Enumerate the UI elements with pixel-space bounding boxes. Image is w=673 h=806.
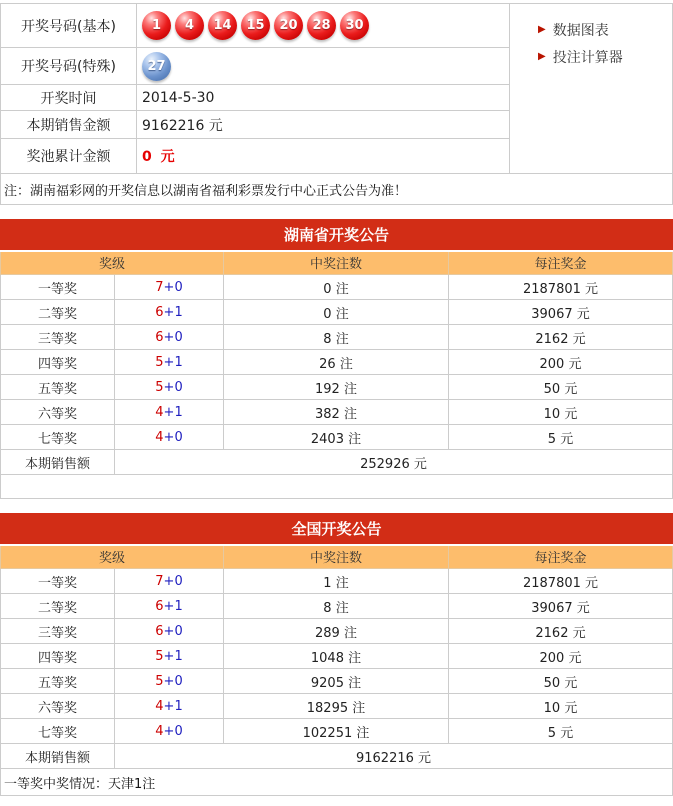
prize-row [1, 275, 673, 300]
link-label: 投注计算器 [552, 49, 623, 66]
prize-amount-cell: 2162 元 [449, 325, 673, 350]
hunan-prize-table [0, 219, 673, 499]
count-cell: 8 注 [224, 325, 449, 350]
count-cell: 9205 注 [224, 669, 449, 694]
prize-row [1, 669, 673, 694]
table-title: 湖南省开奖公告 [1, 220, 673, 251]
prize-row [1, 325, 673, 350]
combo-cell: 6+1 [115, 594, 224, 619]
sales-total-row [1, 744, 673, 769]
prize-row [1, 400, 673, 425]
prize-amount-cell: 200 元 [449, 350, 673, 375]
prize-level-cell: 五等奖 [1, 375, 115, 400]
combo-cell: 5+1 [115, 350, 224, 375]
prize-row [1, 350, 673, 375]
lottery-ball-red: 28 [307, 11, 336, 40]
prize-amount-cell: 10 元 [449, 400, 673, 425]
prize-row [1, 719, 673, 744]
prize-level-cell: 四等奖 [1, 350, 115, 375]
link-data-charts[interactable] [538, 16, 672, 43]
prize-amount-cell: 39067 元 [449, 300, 673, 325]
column-header-count: 中奖注数 [224, 545, 449, 569]
triangle-arrow-icon: ▶ [538, 50, 546, 62]
column-header-prize: 每注奖金 [449, 545, 673, 569]
lottery-ball-red: 20 [274, 11, 303, 40]
lottery-ball-blue: 27 [142, 52, 171, 81]
link-bet-calculator[interactable] [538, 43, 672, 70]
column-header-count: 中奖注数 [224, 251, 449, 275]
prize-amount-cell: 50 元 [449, 375, 673, 400]
draw-time-label: 开奖时间 [1, 85, 137, 110]
combo-cell: 4+0 [115, 425, 224, 450]
table-title-row [1, 220, 673, 251]
combo-cell: 6+0 [115, 325, 224, 350]
count-cell: 192 注 [224, 375, 449, 400]
special-number-row [1, 48, 509, 85]
table-title: 全国开奖公告 [1, 514, 673, 545]
count-cell: 2403 注 [224, 425, 449, 450]
prize-amount-cell: 10 元 [449, 694, 673, 719]
column-header-row [1, 251, 673, 275]
count-cell: 0 注 [224, 275, 449, 300]
prize-level-cell: 二等奖 [1, 300, 115, 325]
special-numbers [142, 52, 171, 81]
combo-cell: 4+1 [115, 400, 224, 425]
first-prize-region-row [1, 769, 673, 796]
prize-level-cell: 七等奖 [1, 425, 115, 450]
prize-amount-cell: 39067 元 [449, 594, 673, 619]
count-cell: 102251 注 [224, 719, 449, 744]
combo-cell: 7+0 [115, 275, 224, 300]
prize-row [1, 594, 673, 619]
prize-row [1, 619, 673, 644]
prize-row [1, 425, 673, 450]
column-header-row [1, 545, 673, 569]
lottery-ball-red: 30 [340, 11, 369, 40]
sales-total-label: 本期销售额 [1, 744, 115, 769]
link-label: 数据图表 [552, 22, 609, 39]
combo-cell: 5+1 [115, 644, 224, 669]
prize-row [1, 694, 673, 719]
prize-level-cell: 七等奖 [1, 719, 115, 744]
prize-level-cell: 一等奖 [1, 275, 115, 300]
prize-level-cell: 六等奖 [1, 400, 115, 425]
prize-amount-cell: 50 元 [449, 669, 673, 694]
prize-row [1, 375, 673, 400]
lottery-ball-red: 4 [175, 11, 204, 40]
first-prize-region-note: 一等奖中奖情况：天津1注 [1, 769, 673, 796]
draw-time-value: 2014-5-30 [142, 89, 215, 106]
count-cell: 18295 注 [224, 694, 449, 719]
prize-level-cell: 一等奖 [1, 569, 115, 594]
combo-cell: 4+0 [115, 719, 224, 744]
prize-amount-cell: 2162 元 [449, 619, 673, 644]
sales-total-value: 252926 元 [115, 450, 673, 475]
combo-cell: 6+0 [115, 619, 224, 644]
count-cell: 289 注 [224, 619, 449, 644]
count-cell: 8 注 [224, 594, 449, 619]
triangle-arrow-icon: ▶ [538, 23, 546, 35]
count-cell: 26 注 [224, 350, 449, 375]
draw-info-table [1, 4, 510, 173]
prize-level-cell: 五等奖 [1, 669, 115, 694]
sales-amount-label: 本期销售金额 [1, 111, 137, 138]
prize-level-cell: 三等奖 [1, 619, 115, 644]
sales-amount-value: 9162216 元 [142, 117, 223, 134]
empty-row [1, 475, 673, 499]
prize-amount-cell: 5 元 [449, 425, 673, 450]
basic-numbers-label: 开奖号码(基本) [1, 4, 137, 47]
quick-links-panel [510, 4, 672, 173]
national-prize-table [0, 513, 673, 796]
count-cell: 1 注 [224, 569, 449, 594]
basic-numbers [142, 11, 369, 40]
combo-cell: 5+0 [115, 669, 224, 694]
combo-cell: 6+1 [115, 300, 224, 325]
column-header-level: 奖级 [1, 545, 224, 569]
prize-amount-cell: 200 元 [449, 644, 673, 669]
prize-amount-cell: 2187801 元 [449, 569, 673, 594]
prize-level-cell: 三等奖 [1, 325, 115, 350]
prize-row [1, 569, 673, 594]
prize-row [1, 644, 673, 669]
lottery-ball-red: 14 [208, 11, 237, 40]
draw-info-panel [0, 3, 673, 205]
count-cell: 1048 注 [224, 644, 449, 669]
count-cell: 382 注 [224, 400, 449, 425]
special-number-label: 开奖号码(特殊) [1, 48, 137, 84]
lottery-ball-red: 15 [241, 11, 270, 40]
prize-pool-value: 0 元 [142, 149, 177, 165]
count-cell: 0 注 [224, 300, 449, 325]
combo-cell: 4+1 [115, 694, 224, 719]
sales-total-label: 本期销售额 [1, 450, 115, 475]
sales-amount-row [1, 111, 509, 139]
lottery-ball-red: 1 [142, 11, 171, 40]
combo-cell: 7+0 [115, 569, 224, 594]
sales-total-value: 9162216 元 [115, 744, 673, 769]
prize-amount-cell: 5 元 [449, 719, 673, 744]
prize-amount-cell: 2187801 元 [449, 275, 673, 300]
column-header-level: 奖级 [1, 251, 224, 275]
combo-cell: 5+0 [115, 375, 224, 400]
table-title-row [1, 514, 673, 545]
draw-time-row [1, 85, 509, 111]
basic-numbers-row [1, 4, 509, 48]
prize-pool-row [1, 139, 509, 173]
sales-total-row [1, 450, 673, 475]
column-header-prize: 每注奖金 [449, 251, 673, 275]
prize-pool-label: 奖池累计金额 [1, 139, 137, 173]
prize-level-cell: 四等奖 [1, 644, 115, 669]
prize-row [1, 300, 673, 325]
disclaimer-note: 注：湖南福彩网的开奖信息以湖南省福利彩票发行中心正式公告为准！ [1, 173, 672, 204]
prize-level-cell: 二等奖 [1, 594, 115, 619]
prize-level-cell: 六等奖 [1, 694, 115, 719]
